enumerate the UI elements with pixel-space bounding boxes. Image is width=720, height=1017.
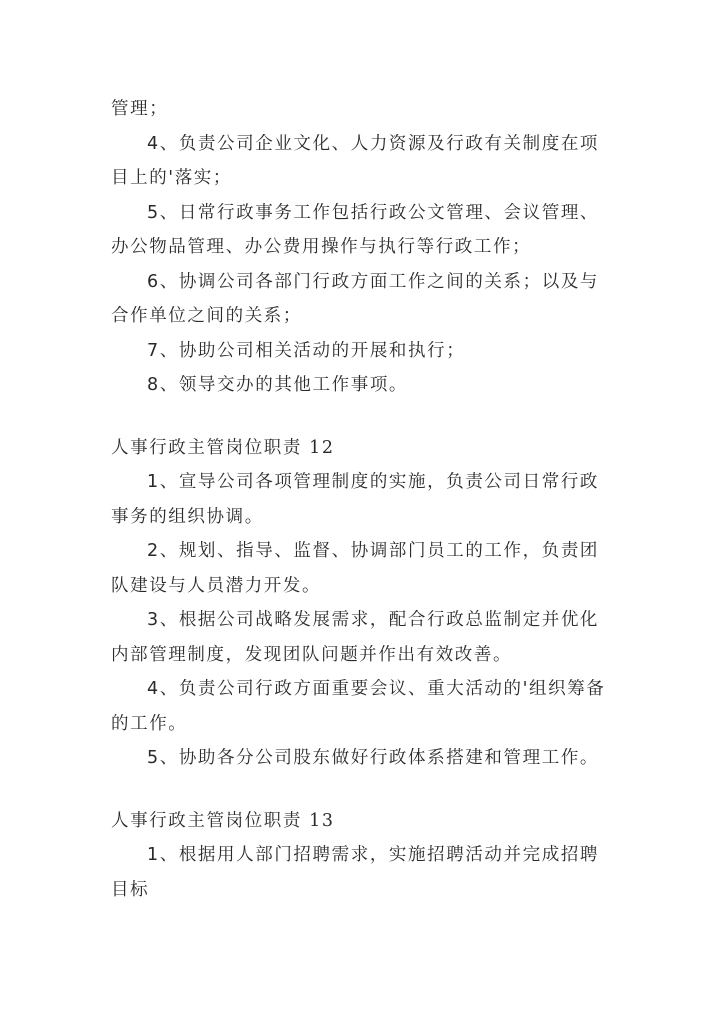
list-item: 5、日常行政事务工作包括行政公文管理、会议管理、	[147, 202, 600, 223]
paragraph-line: 管理；	[111, 99, 169, 119]
list-item: 6、协调公司各部门行政方面工作之间的关系；以及与	[147, 271, 600, 292]
list-item: 1、根据用人部门招聘需求，实施招聘活动并完成招聘	[147, 845, 600, 865]
paragraph-line: 事务的组织协调。	[111, 506, 264, 527]
paragraph-line: 内部管理制度，发现团队问题并作出有效改善。	[111, 644, 513, 665]
paragraph-line: 合作单位之间的关系；	[111, 306, 302, 326]
section-spacer	[111, 776, 611, 804]
paragraph-line: 目上的'落实；	[111, 168, 233, 188]
list-item: 5、协助各分公司股东做好行政体系搭建和管理工作。	[147, 748, 600, 768]
document-body	[111, 92, 611, 907]
paragraph-line: 队建设与人员潜力开发。	[111, 575, 322, 596]
section-spacer	[111, 403, 611, 431]
section-heading: 人事行政主管岗位职责 12	[111, 437, 335, 458]
list-item: 3、根据公司战略发展需求，配合行政总监制定并优化	[147, 610, 600, 630]
list-item: 8、领导交办的其他工作事项。	[147, 375, 409, 395]
list-item: 4、负责公司企业文化、人力资源及行政有关制度在项	[147, 133, 600, 154]
paragraph-line: 的工作。	[111, 713, 188, 734]
list-item: 2、规划、指导、监督、协调部门员工的工作，负责团	[147, 541, 600, 561]
list-item: 7、协助公司相关活动的开展和执行；	[147, 340, 466, 361]
list-item: 4、负责公司行政方面重要会议、重大活动的'组织筹备	[147, 679, 606, 699]
paragraph-line: 办公物品管理、办公费用操作与执行等行政工作；	[111, 237, 532, 257]
section-heading: 人事行政主管岗位职责 13	[111, 810, 335, 831]
list-item: 1、宣导公司各项管理制度的实施，负责公司日常行政	[147, 472, 600, 492]
paragraph-line: 目标	[111, 879, 150, 900]
